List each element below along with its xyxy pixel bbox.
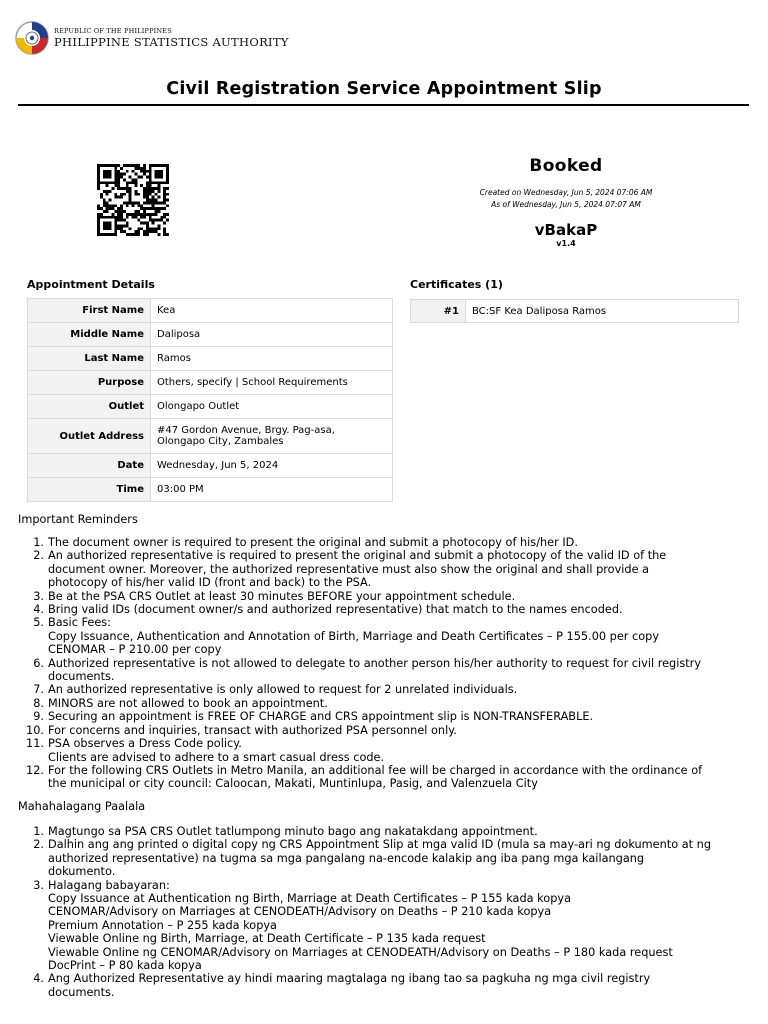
field-label: Purpose [28, 371, 151, 395]
list-item-number: 7. [33, 683, 44, 697]
list-item-line: Viewable Online ng Birth, Marriage, at Death Certificate – P 135 kada request [48, 932, 486, 946]
list-item [33, 603, 756, 617]
list-item-number: 5. [33, 616, 44, 630]
paalala-heading: Mahahalagang Paalala [18, 800, 146, 813]
list-item [33, 616, 756, 657]
list-item-number: 3. [33, 589, 44, 603]
list-item-number: 10. [26, 723, 44, 737]
list-item-number: 11. [26, 737, 44, 751]
list-item [33, 696, 756, 710]
list-item-line: Basic Fees: [48, 616, 111, 630]
list-item-line: Ang Authorized Representative ay hindi maaring magtalaga ng ibang tao sa pagkuha ng mga civil registry [48, 972, 651, 986]
field-label: Outlet [28, 395, 151, 419]
list-item-line: MINORS are not allowed to book an appointment. [48, 696, 328, 710]
list-item [33, 589, 756, 603]
list-item-number: 3. [33, 878, 44, 892]
table-row [28, 299, 393, 323]
list-item-line: photocopy of his/her valid ID (front and back) to the PSA. [48, 576, 372, 590]
appointment-details-heading: Appointment Details [27, 278, 155, 291]
address-line-1: #47 Gordon Avenue, Brgy. Pag-asa, [157, 425, 335, 436]
appointment-details-table [27, 298, 393, 502]
as-of-timestamp: As of Wednesday, Jun 5, 2024 07:07 AM [491, 200, 641, 209]
list-item-number: 4. [33, 972, 44, 986]
republic-label: REPUBLIC OF THE PHILIPPINES [54, 27, 172, 35]
list-item-line: Viewable Online ng CENOMAR/Advisory on Marriages at CENODEATH/Advisory on Deaths – P 180 kada request [48, 945, 673, 959]
field-label: First Name [28, 299, 151, 323]
field-label: Outlet Address [28, 419, 151, 454]
list-item-line: authorized representative) na tugma sa mga pangalang na-encode kalakip ang iba pang mga kailangang [48, 851, 645, 865]
reminders-list [26, 536, 756, 791]
table-row [28, 371, 393, 395]
list-item-line: document owner. Moreover, the authorized representative must also show the original and shall provide a [48, 562, 650, 576]
table-row [28, 323, 393, 347]
list-item-line: Premium Annotation – P 255 kada kopya [48, 918, 277, 932]
created-timestamp: Created on Wednesday, Jun 5, 2024 07:06 AM [479, 188, 653, 197]
certificates-heading: Certificates (1) [410, 278, 503, 291]
field-label: Date [28, 454, 151, 478]
field-label: Time [28, 478, 151, 502]
list-item-number: 9. [33, 710, 44, 724]
list-item [33, 825, 756, 838]
field-value: Kea [151, 299, 393, 323]
field-value: Others, specify | School Requirements [151, 371, 393, 395]
list-item-line: An authorized representative is required to present the original and submit a photocopy of the valid ID of the [48, 549, 667, 563]
table-row [28, 347, 393, 371]
list-item [33, 838, 756, 879]
field-label: Middle Name [28, 323, 151, 347]
list-item-number: 1. [33, 536, 44, 549]
list-item-number: 6. [33, 656, 44, 670]
list-item-line: Halagang babayaran: [48, 878, 170, 892]
agency-name: PHILIPPINE STATISTICS AUTHORITY [54, 34, 289, 49]
field-value: Ramos [151, 347, 393, 371]
psa-header [14, 16, 289, 60]
list-item-line: DocPrint – P 80 kada kopya [48, 959, 202, 973]
psa-seal-icon [14, 16, 50, 60]
list-item-line: An authorized representative is only allowed to request for 2 unrelated individuals. [48, 683, 518, 697]
list-item-number: 2. [33, 549, 44, 563]
field-value: 03:00 PM [151, 478, 393, 502]
list-item-line: Copy Issuance at Authentication ng Birth, Marriage at Death Certificates – P 155 kada kopya [48, 892, 571, 906]
certificates-table [410, 299, 739, 323]
field-value: Daliposa [151, 323, 393, 347]
list-item-line: documents. [48, 670, 115, 684]
list-item [26, 723, 756, 737]
list-item-line: For concerns and inquiries, transact with authorized PSA personnel only. [48, 723, 457, 737]
field-value [151, 419, 393, 454]
reference-code: vBakaP [534, 221, 598, 239]
list-item-line: the municipal or city council: Caloocan, Makati, Muntinlupa, Pasig, and Valenzuela City [48, 777, 538, 791]
list-item-line: CENOMAR/Advisory on Marriages at CENODEATH/Advisory on Deaths – P 210 kada kopya [48, 905, 552, 919]
list-item-line: Bring valid IDs (document owner/s and authorized representative) that match to the names encoded. [48, 603, 623, 617]
list-item-line: Copy Issuance, Authentication and Annotation of Birth, Marriage and Death Certificates – P 155.00 per copy [48, 629, 660, 643]
list-item-number: 8. [33, 696, 44, 710]
list-item-line: Clients are advised to adhere to a smart casual dress code. [48, 750, 385, 764]
list-item [33, 549, 756, 590]
table-row [28, 478, 393, 502]
list-item-number: 4. [33, 603, 44, 617]
list-item-line: CENOMAR – P 210.00 per copy [48, 643, 222, 657]
certificate-value: BC:SF Kea Daliposa Ramos [466, 300, 739, 323]
list-item [33, 683, 756, 697]
list-item-line: Securing an appointment is FREE OF CHARGE and CRS appointment slip is NON-TRANSFERABLE. [48, 710, 594, 724]
list-item [26, 763, 756, 791]
list-item-number: 12. [26, 763, 44, 777]
list-item [33, 536, 756, 549]
list-item-line: For the following CRS Outlets in Metro Manila, an additional fee will be charged in accordance with the ordinance of [48, 763, 703, 777]
status-label: Booked [529, 156, 603, 176]
list-item-line: documents. [48, 985, 115, 999]
version-label: v1.4 [556, 239, 576, 248]
reminders-heading: Important Reminders [18, 513, 138, 526]
address-line-2: Olongapo City, Zambales [157, 436, 284, 447]
list-item-line: Authorized representative is not allowed to delegate to another person his/her authority to request for civil registry [48, 656, 702, 670]
field-label: Last Name [28, 347, 151, 371]
field-value: Olongapo Outlet [151, 395, 393, 419]
table-row [28, 454, 393, 478]
list-item [33, 878, 756, 973]
list-item-line: Dalhin ang ang printed o digital copy ng CRS Appointment Slip at mga valid ID (mula sa may-ari ng dokumento at ng [48, 838, 711, 852]
field-value: Wednesday, Jun 5, 2024 [151, 454, 393, 478]
page-title: Civil Registration Service Appointment Slip [166, 79, 602, 99]
list-item-number: 1. [33, 825, 44, 838]
list-item [33, 656, 756, 684]
list-item-line: PSA observes a Dress Code policy. [48, 737, 242, 751]
qr-code-icon [95, 164, 171, 236]
table-row [28, 419, 393, 454]
table-row [28, 395, 393, 419]
list-item-line: The document owner is required to present the original and submit a photocopy of his/her ID. [48, 536, 578, 549]
list-item-line: Magtungo sa PSA CRS Outlet tatlumpong minuto bago ang nakatakdang appointment. [48, 825, 538, 838]
list-item [33, 972, 756, 999]
list-item [33, 710, 756, 724]
table-row [411, 300, 739, 323]
paalala-list [33, 825, 756, 999]
certificate-number: #1 [411, 300, 466, 323]
list-item [26, 737, 756, 764]
list-item-line: dokumento. [48, 865, 116, 879]
list-item-line: Be at the PSA CRS Outlet at least 30 minutes BEFORE your appointment schedule. [48, 589, 516, 603]
title-divider [18, 104, 749, 106]
list-item-number: 2. [33, 838, 44, 852]
